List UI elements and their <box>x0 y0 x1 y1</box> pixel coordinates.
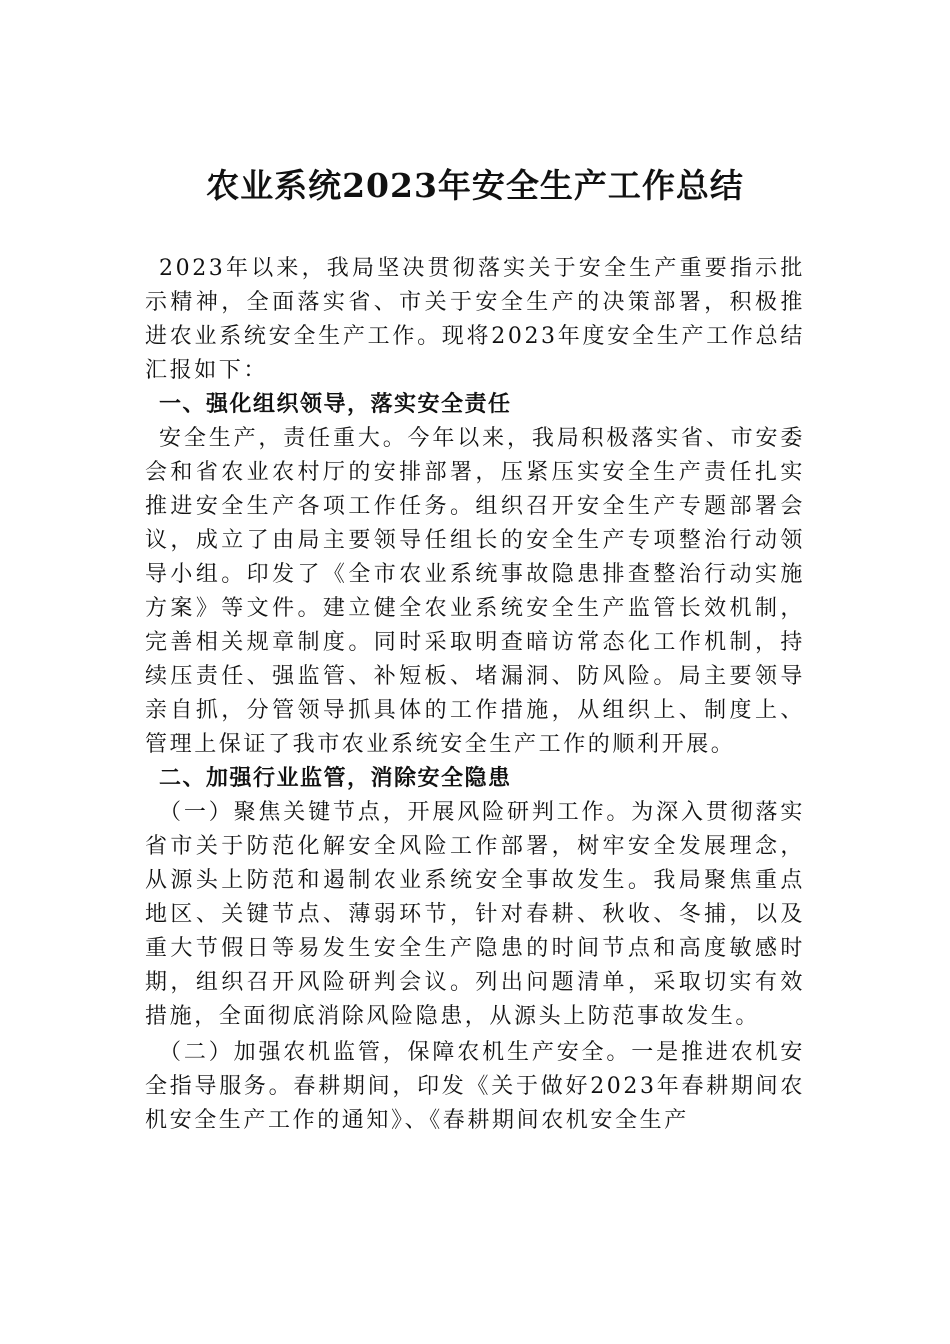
document-title: 农业系统2023年安全生产工作总结 <box>206 166 744 205</box>
document-body <box>145 252 805 1138</box>
section-2-paragraph-2: （二）加强农机监管，保障农机生产安全。一是推进农机安全指导服务。春耕期间，印发《关于做好2023年春耕期间农机安全生产工作的通知》、《春耕期间农机安全生产 <box>145 1040 805 1133</box>
section-1-heading: 一、强化组织领导，落实安全责任 <box>159 392 512 417</box>
section-2-paragraph-1: （一）聚焦关键节点，开展风险研判工作。为深入贯彻落实省市关于防范化解安全风险工作部署，树牢安全发展理念，从源头上防范和遏制农业系统安全事故发生。我局聚焦重点地区、关键节点、薄弱环节，针对春耕、秋收、冬捕，以及重大节假日等易发生安全生产隐患的时间节点和高度敏感时期，组织召开风险研判会议。列出问题清单，采取切实有效措施，全面彻底消除风险隐患，从源头上防范事故发生。 <box>145 800 805 1029</box>
section-1-paragraph: 安全生产，责任重大。今年以来，我局积极落实省、市安委会和省农业农村厅的安排部署，压紧压实安全生产责任扎实推进安全生产各项工作任务。组织召开安全生产专题部署会议，成立了由局主要领导任组长的安全生产专项整治行动领导小组。印发了《全市农业系统事故隐患排查整治行动实施方案》等文件。建立健全农业系统安全生产监管长效机制，完善相关规章制度。同时采取明查暗访常态化工作机制，持续压责任、强监管、补短板、堵漏洞、防风险。局主要领导亲自抓，分管领导抓具体的工作措施，从组织上、制度上、管理上保证了我市农业系统安全生产工作的顺利开展。 <box>145 426 805 757</box>
intro-paragraph: 2023年以来，我局坚决贯彻落实关于安全生产重要指示批示精神，全面落实省、市关于安全生产的决策部署，积极推进农业系统安全生产工作。现将2023年度安全生产工作总结汇报如下： <box>145 256 805 383</box>
section-2-heading: 二、加强行业监管，消除安全隐患 <box>159 766 512 791</box>
